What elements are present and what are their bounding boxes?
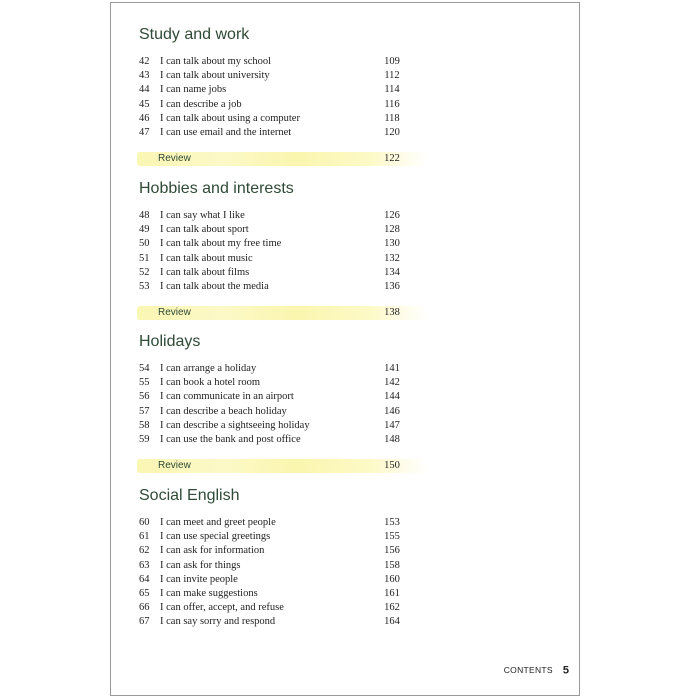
toc-entry	[139, 530, 429, 544]
unit-page: 114	[384, 84, 400, 96]
unit-number: 43	[139, 70, 150, 82]
unit-page: 112	[384, 70, 400, 82]
unit-number: 61	[139, 531, 150, 543]
unit-title: I can talk about sport	[160, 224, 249, 236]
unit-title: I can say sorry and respond	[160, 616, 276, 628]
unit-title: I can use the bank and post office	[160, 433, 301, 445]
toc-entry	[139, 237, 429, 251]
unit-title: I can say what I like	[160, 210, 245, 221]
unit-page: 160	[384, 573, 400, 585]
unit-page: 132	[384, 252, 400, 264]
unit-number: 53	[139, 280, 150, 292]
unit-number: 57	[139, 405, 150, 417]
unit-title: I can ask for information	[160, 545, 265, 557]
toc-entry	[139, 615, 429, 629]
toc-entry	[139, 390, 429, 404]
unit-page: 142	[384, 377, 400, 389]
toc-entry	[139, 280, 429, 294]
unit-page: 153	[384, 517, 400, 528]
unit-page: 126	[384, 210, 400, 221]
review-row	[137, 459, 427, 473]
toc-entry	[139, 601, 429, 615]
unit-title: I can describe a sightseeing holiday	[160, 419, 310, 431]
unit-page: 162	[384, 602, 400, 614]
section-hobbies-and-interests	[139, 179, 429, 320]
unit-page: 134	[384, 266, 400, 278]
section-social-english	[139, 486, 429, 630]
unit-page: 147	[384, 419, 400, 431]
unit-title: I can use special greetings	[160, 531, 271, 543]
unit-number: 64	[139, 573, 150, 585]
unit-number: 42	[139, 56, 150, 67]
unit-number: 67	[139, 616, 150, 628]
unit-title: I can offer, accept, and refuse	[160, 602, 284, 614]
review-label: Review	[158, 460, 191, 472]
unit-title: I can describe a beach holiday	[160, 405, 287, 417]
unit-page: 120	[384, 126, 400, 138]
unit-page: 155	[384, 531, 400, 543]
section-holidays	[139, 332, 429, 473]
unit-page: 136	[384, 280, 400, 292]
unit-title: I can describe a job	[160, 98, 242, 110]
section-study-and-work	[139, 25, 429, 166]
unit-title: I can talk about films	[160, 266, 250, 278]
unit-title: I can make suggestions	[160, 587, 258, 599]
unit-title: I can talk about music	[160, 252, 253, 264]
unit-title: I can arrange a holiday	[160, 363, 257, 374]
review-label: Review	[158, 307, 191, 319]
unit-title: I can meet and greet people	[160, 517, 276, 528]
review-row	[137, 152, 427, 166]
toc-entry	[139, 419, 429, 433]
unit-title: I can ask for things	[160, 559, 241, 571]
unit-number: 59	[139, 433, 150, 445]
unit-title: I can invite people	[160, 573, 238, 585]
unit-page: 158	[384, 559, 400, 571]
section-title: Study and work	[139, 26, 250, 43]
toc-entry	[139, 376, 429, 390]
unit-number: 44	[139, 84, 150, 96]
toc-entry	[139, 433, 429, 447]
unit-number: 58	[139, 419, 150, 431]
toc-entry	[139, 544, 429, 558]
unit-page: 156	[384, 545, 400, 557]
unit-number: 50	[139, 238, 150, 250]
unit-title: I can talk about university	[160, 70, 270, 82]
unit-number: 54	[139, 363, 150, 374]
toc-entry	[139, 362, 429, 376]
unit-number: 56	[139, 391, 150, 403]
unit-number: 51	[139, 252, 150, 264]
unit-title: I can book a hotel room	[160, 377, 261, 389]
section-title: Holidays	[139, 333, 201, 350]
toc-entry	[139, 266, 429, 280]
toc-entry	[139, 559, 429, 573]
unit-title: I can talk about the media	[160, 280, 269, 292]
contents-page	[110, 2, 580, 696]
review-page: 138	[384, 307, 400, 319]
unit-page: 130	[384, 238, 400, 250]
toc-entry	[139, 69, 429, 83]
unit-page: 109	[384, 56, 400, 67]
page-number: 5	[562, 664, 569, 677]
unit-title: I can talk about my school	[160, 56, 272, 67]
unit-number: 66	[139, 602, 150, 614]
unit-page: 118	[384, 112, 400, 124]
review-label: Review	[158, 153, 191, 165]
toc-entry	[139, 126, 429, 140]
toc-entry	[139, 587, 429, 601]
toc-entry	[139, 209, 429, 223]
running-footer-label: CONTENTS	[503, 665, 553, 676]
unit-title: I can use email and the internet	[160, 126, 292, 138]
unit-page: 116	[384, 98, 400, 110]
toc-entry	[139, 83, 429, 97]
unit-page: 128	[384, 224, 400, 236]
unit-number: 45	[139, 98, 150, 110]
toc-entry	[139, 112, 429, 126]
toc-entry	[139, 98, 429, 112]
unit-number: 63	[139, 559, 150, 571]
unit-page: 144	[384, 391, 400, 403]
toc-entry	[139, 223, 429, 237]
review-page: 150	[384, 460, 400, 472]
toc-entry	[139, 516, 429, 530]
review-row	[137, 306, 427, 320]
toc-entry	[139, 573, 429, 587]
unit-number: 49	[139, 224, 150, 236]
unit-number: 46	[139, 112, 150, 124]
toc-entry	[139, 55, 429, 69]
page-footer	[504, 661, 569, 679]
unit-title: I can talk about using a computer	[160, 112, 300, 124]
toc-entry	[139, 405, 429, 419]
unit-title: I can communicate in an airport	[160, 391, 294, 403]
unit-number: 60	[139, 517, 150, 528]
section-title: Social English	[139, 487, 240, 504]
unit-number: 65	[139, 587, 150, 599]
unit-page: 164	[384, 616, 400, 628]
review-page: 122	[384, 153, 400, 165]
unit-number: 47	[139, 126, 150, 138]
unit-number: 62	[139, 545, 150, 557]
unit-title: I can talk about my free time	[160, 238, 282, 250]
unit-number: 55	[139, 377, 150, 389]
toc-entry	[139, 252, 429, 266]
unit-number: 52	[139, 266, 150, 278]
unit-page: 146	[384, 405, 400, 417]
unit-title: I can name jobs	[160, 84, 227, 96]
unit-page: 161	[384, 587, 400, 599]
unit-page: 141	[384, 363, 400, 374]
section-title: Hobbies and interests	[139, 180, 294, 197]
unit-page: 148	[384, 433, 400, 445]
unit-number: 48	[139, 210, 150, 221]
